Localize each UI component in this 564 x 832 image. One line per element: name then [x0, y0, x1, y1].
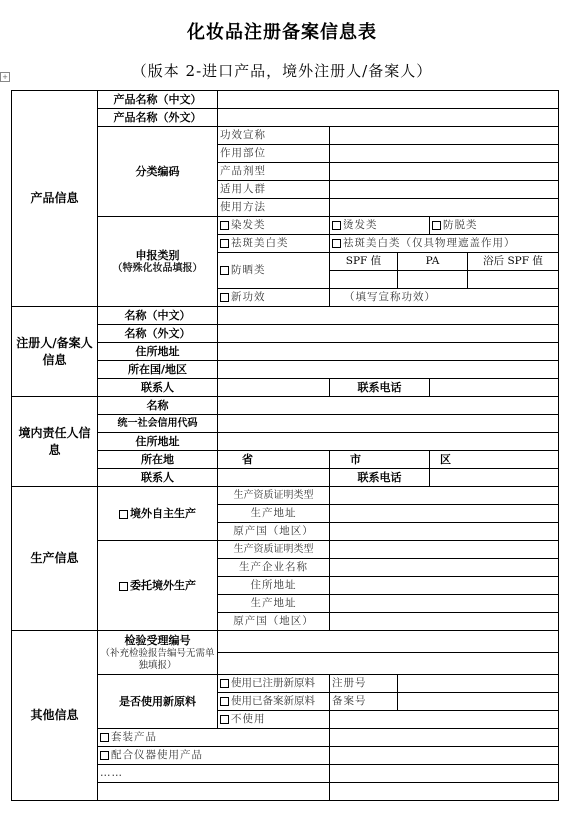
table-move-handle-icon[interactable]: +	[0, 72, 10, 82]
form-subtitle: （版本 2-进口产品，境外注册人/备案人）	[131, 62, 433, 80]
label-domestic-address: 住所地址	[98, 433, 218, 451]
label-self-item: 原产国（地区）	[218, 523, 330, 541]
field-registrant-address[interactable]	[218, 343, 559, 361]
field-spf[interactable]	[330, 271, 398, 289]
option-entrusted-production[interactable]	[98, 541, 218, 631]
section-product-info: 产品信息	[12, 91, 98, 307]
label-entrusted-item: 生产资质证明类型	[218, 541, 330, 559]
option-freckle-whitening[interactable]	[218, 235, 330, 253]
section-production-info: 生产信息	[12, 487, 98, 631]
form-title: 化妆品注册备案信息表	[187, 22, 377, 43]
label-pa: PA	[398, 253, 468, 271]
inspection-note: （补充检验报告编号无需单独填报）	[100, 647, 215, 671]
field-pa[interactable]	[398, 271, 468, 289]
table-row	[12, 631, 559, 653]
checkbox-icon	[220, 221, 229, 230]
field-blank	[330, 711, 559, 729]
option-perm[interactable]	[330, 217, 430, 235]
category-note: （特殊化妆品填报）	[112, 262, 203, 274]
field-spf-after-bath[interactable]	[468, 271, 559, 289]
checkbox-icon	[220, 679, 229, 688]
table-row	[12, 397, 559, 415]
checkbox-icon	[332, 239, 341, 248]
option-filed-material[interactable]	[218, 693, 330, 711]
field-entrusted-item[interactable]	[330, 613, 559, 631]
option-anti-hair-loss[interactable]	[430, 217, 559, 235]
checkbox-icon	[220, 697, 229, 706]
checkbox-icon	[432, 221, 441, 230]
field-self-item[interactable]	[330, 505, 559, 523]
checkbox-icon	[332, 221, 341, 230]
option-label: 染发类	[231, 219, 266, 231]
label-registrant-name-cn: 名称（中文）	[98, 307, 218, 325]
option-label: 烫发类	[343, 219, 378, 231]
checkbox-icon	[220, 715, 229, 724]
label-registration-no: 注册号	[330, 675, 398, 693]
checkbox-icon	[100, 751, 109, 760]
field-domestic-address[interactable]	[218, 433, 559, 451]
option-label: 祛斑美白类	[231, 237, 289, 249]
field-registrant-name-foreign[interactable]	[218, 325, 559, 343]
label-domestic-name: 名称	[98, 397, 218, 415]
label-product-name-cn: 产品名称（中文）	[98, 91, 218, 109]
section-registrant-info: 注册人/备案人信息	[12, 307, 98, 397]
field-self-item[interactable]	[330, 487, 559, 505]
label-entrusted-item: 原产国（地区）	[218, 613, 330, 631]
label-registrant-country: 所在国/地区	[98, 361, 218, 379]
field-inspection-no[interactable]	[218, 631, 559, 653]
label-credit-code: 统一社会信用代码	[98, 415, 218, 433]
checkbox-icon	[119, 510, 128, 519]
table-row	[12, 91, 559, 109]
field-device-product[interactable]	[330, 747, 559, 765]
label-province: 省	[218, 451, 330, 469]
field-filing-no[interactable]	[398, 693, 559, 711]
field-set-product[interactable]	[330, 729, 559, 747]
inspection-label: 检验受理编号	[124, 633, 191, 647]
label-domestic-contact: 联系人	[98, 469, 218, 487]
field-entrusted-item[interactable]	[330, 541, 559, 559]
label-inspection-no	[98, 631, 218, 675]
field-ellipsis[interactable]	[330, 765, 559, 783]
field-product-name-cn[interactable]	[218, 91, 559, 109]
label-city: 市	[330, 451, 430, 469]
label-class-item: 功效宣称	[218, 127, 330, 145]
checkbox-icon	[100, 733, 109, 742]
label-domestic-location: 所在地	[98, 451, 218, 469]
label-class-code: 分类编码	[98, 127, 218, 217]
option-label: 境外自主生产	[130, 507, 196, 520]
option-label: 防脱类	[443, 219, 478, 231]
option-sunscreen[interactable]	[218, 253, 330, 289]
field-domestic-contact[interactable]	[218, 469, 330, 487]
label-registrant-address: 住所地址	[98, 343, 218, 361]
label-spf-after-bath: 浴后 SPF 值	[468, 253, 559, 271]
option-label: 使用已注册新原料	[231, 677, 315, 689]
field-blank	[330, 783, 559, 801]
label-filing-no: 备案号	[330, 693, 398, 711]
checkbox-icon	[220, 239, 229, 248]
label-spf: SPF 值	[330, 253, 398, 271]
field-product-name-foreign[interactable]	[218, 109, 559, 127]
registration-form-table	[11, 90, 559, 801]
option-label: 配合仪器使用产品	[111, 749, 203, 761]
label-category	[98, 217, 218, 307]
section-other-info: 其他信息	[12, 631, 98, 801]
label-self-item: 生产地址	[218, 505, 330, 523]
field-self-item[interactable]	[330, 523, 559, 541]
field-new-efficacy[interactable]: （填写宣称功效）	[330, 289, 559, 307]
label-registrant-phone: 联系电话	[330, 379, 430, 397]
field-domestic-phone[interactable]	[430, 469, 559, 487]
label-entrusted-item: 住所地址	[218, 577, 330, 595]
field-domestic-name[interactable]	[218, 397, 559, 415]
field-class-item[interactable]	[330, 181, 559, 199]
option-registered-material[interactable]	[218, 675, 330, 693]
table-row	[12, 487, 559, 505]
field-registrant-name-cn[interactable]	[218, 307, 559, 325]
field-class-item[interactable]	[330, 127, 559, 145]
field-registrant-contact[interactable]	[218, 379, 330, 397]
label-entrusted-item: 生产企业名称	[218, 559, 330, 577]
table-row	[12, 307, 559, 325]
label-registrant-contact: 联系人	[98, 379, 218, 397]
option-label: 新功效	[231, 291, 266, 303]
option-label: 防晒类	[231, 264, 266, 276]
section-domestic-info: 境内责任人信息	[12, 397, 98, 487]
field-inspection-no-extra[interactable]	[218, 653, 559, 675]
option-label: 不使用	[231, 713, 266, 725]
option-freckle-physical[interactable]	[330, 235, 559, 253]
option-self-production[interactable]	[98, 487, 218, 541]
label-self-item: 生产资质证明类型	[218, 487, 330, 505]
field-entrusted-item[interactable]	[330, 577, 559, 595]
field-registration-no[interactable]	[398, 675, 559, 693]
option-label: 套装产品	[111, 731, 157, 743]
option-device-product[interactable]	[98, 747, 330, 765]
label-domestic-phone: 联系电话	[330, 469, 430, 487]
label-ellipsis: ……	[98, 765, 330, 783]
field-blank	[98, 783, 330, 801]
checkbox-icon	[119, 582, 128, 591]
label-district: 区	[430, 451, 559, 469]
label-class-item: 适用人群	[218, 181, 330, 199]
checkbox-icon	[220, 293, 229, 302]
option-set-product[interactable]	[98, 729, 330, 747]
field-registrant-phone[interactable]	[430, 379, 559, 397]
field-credit-code[interactable]	[218, 415, 559, 433]
label-class-item: 产品剂型	[218, 163, 330, 181]
label-registrant-name-foreign: 名称（外文）	[98, 325, 218, 343]
field-class-item[interactable]	[330, 163, 559, 181]
option-new-efficacy[interactable]	[218, 289, 330, 307]
option-dye[interactable]	[218, 217, 330, 235]
label-entrusted-item: 生产地址	[218, 595, 330, 613]
label-class-item: 使用方法	[218, 199, 330, 217]
checkbox-icon	[220, 266, 229, 275]
field-entrusted-item[interactable]	[330, 559, 559, 577]
field-class-item[interactable]	[330, 199, 559, 217]
option-label: 委托境外生产	[130, 579, 196, 592]
option-no-new-material[interactable]	[218, 711, 330, 729]
label-product-name-foreign: 产品名称（外文）	[98, 109, 218, 127]
option-label: 祛斑美白类（仅具物理遮盖作用）	[343, 237, 516, 249]
field-entrusted-item[interactable]	[330, 595, 559, 613]
option-label: 使用已备案新原料	[231, 695, 315, 707]
category-label: 申报类别	[135, 248, 180, 262]
field-registrant-country[interactable]	[218, 361, 559, 379]
field-class-item[interactable]	[330, 145, 559, 163]
label-class-item: 作用部位	[218, 145, 330, 163]
label-new-material: 是否使用新原料	[98, 675, 218, 729]
